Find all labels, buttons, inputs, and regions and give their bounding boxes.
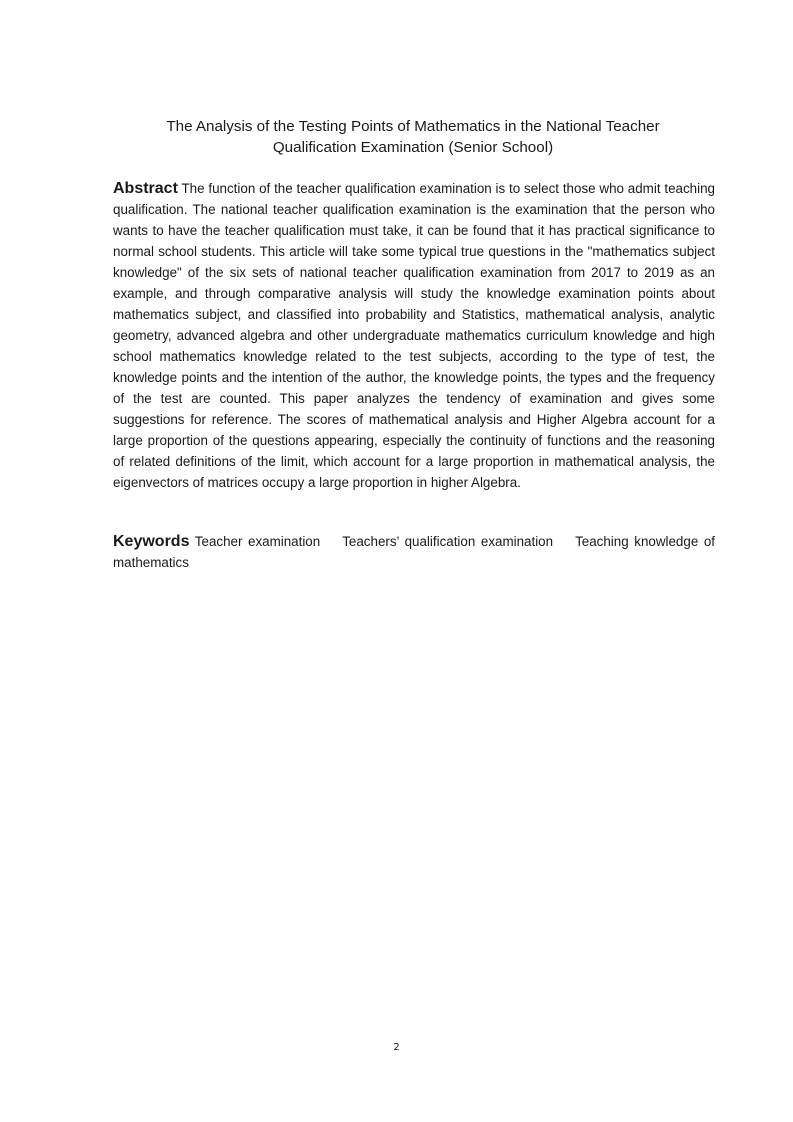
abstract-heading: Abstract — [113, 180, 178, 197]
paper-title-line-1: The Analysis of the Testing Points of Mathematics in the National Teacher — [166, 118, 660, 135]
keywords-heading: Keywords — [113, 533, 190, 550]
paper-title — [113, 116, 713, 158]
abstract-text: The function of the teacher qualification examination is to select those who admit teaching qualification. The national teacher qualification examination is the examination that the person who wants to have the teacher qualification must take, it can be found that it has practical significance to normal school students. This article will take some typical true questions in the "mathematics subject knowledge" of the six sets of national teacher qualification examination from 2017 to 2019 as an example, and through comparative analysis will study the knowledge examination points about mathematics subject, and classified into probability and Statistics, mathematical analysis, analytic geometry, advanced algebra and other undergraduate mathematics curriculum knowledge and high school mathematics knowledge related to the test subjects, according to the type of test, the knowledge points and the intention of the author, the knowledge points, the types and the frequency of the test are counted. This paper analyzes the tendency of examination and gives some suggestions for reference. The scores of mathematical analysis and Higher Algebra account for a large proportion of the questions appearing, especially the continuity of functions and the reasoning of related definitions of the limit, which account for a large proportion in mathematical analysis, the eigenvectors of matrices occupy a large proportion in higher Algebra. — [113, 181, 715, 490]
abstract-section — [113, 178, 715, 493]
page-number: 2 — [393, 1042, 400, 1053]
keywords-section — [113, 531, 715, 573]
paper-title-line-2: Qualification Examination (Senior School) — [272, 139, 554, 156]
keywords-text: Teacher examination Teachers’ qualification examination Teaching knowledge of mathematics — [113, 534, 715, 570]
